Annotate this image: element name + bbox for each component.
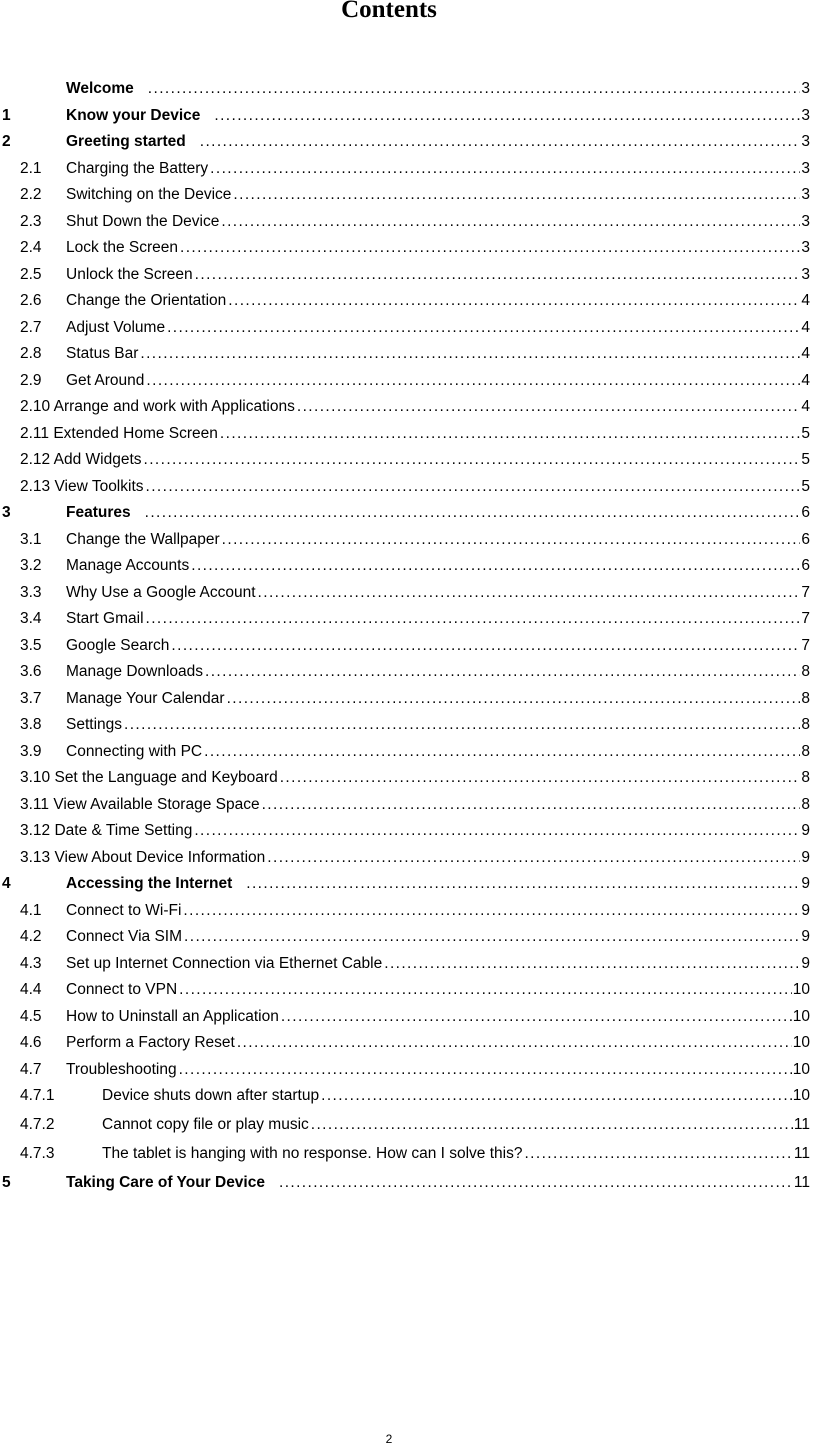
toc-entry-title: Status Bar — [66, 345, 139, 362]
dot-leader — [237, 1030, 792, 1057]
toc-entry[interactable] — [0, 606, 819, 633]
toc-entry-number: 3.12 — [20, 822, 51, 839]
toc-entry-title: View Available Storage Space — [49, 795, 260, 813]
toc-entry-title: How to Uninstall an Application — [66, 1007, 279, 1025]
toc-entry-number: 4 — [2, 875, 11, 892]
toc-entry-page: 8 — [801, 795, 810, 813]
toc-entry-page: 7 — [801, 583, 810, 601]
toc-entry[interactable] — [0, 527, 819, 554]
toc-entry-page: 9 — [801, 901, 810, 919]
toc-entry-title: View Toolkits — [50, 477, 144, 495]
toc-entry[interactable] — [0, 924, 819, 951]
toc-entry-number: 3.11 — [20, 795, 50, 813]
toc-entry-page: 8 — [801, 742, 810, 760]
toc-entry-number: 3.5 — [20, 636, 42, 654]
toc-entry-number: 3.9 — [20, 742, 42, 760]
dot-leader — [179, 1057, 792, 1084]
dot-leader — [180, 235, 800, 262]
toc-entry-number: 3.3 — [20, 583, 42, 601]
toc-entry-title: Connecting with PC — [66, 742, 203, 760]
dot-leader — [227, 686, 801, 713]
dot-leader — [145, 500, 801, 527]
toc-entry[interactable] — [0, 1141, 819, 1170]
toc-entry-title: View About Device Information — [50, 848, 266, 866]
toc-entry-page: 3 — [801, 186, 810, 203]
toc-entry-title: Features — [66, 504, 131, 521]
toc-entry[interactable] — [0, 182, 819, 209]
toc-entry[interactable] — [0, 368, 819, 395]
toc-entry-number: 3.7 — [20, 689, 42, 707]
toc-entry[interactable] — [0, 474, 819, 501]
toc-entry-page: 8 — [801, 689, 810, 707]
toc-entry-number: 4.5 — [20, 1007, 42, 1025]
toc-entry-page: 3 — [801, 212, 810, 230]
toc-entry[interactable] — [0, 951, 819, 978]
dot-leader — [267, 845, 800, 872]
toc-entry-number: 3.6 — [20, 663, 42, 680]
toc-entry[interactable] — [0, 686, 819, 713]
toc-entry-page: 8 — [801, 663, 810, 680]
table-of-contents — [0, 76, 819, 1197]
dot-leader — [200, 129, 801, 156]
toc-entry-page: 9 — [801, 954, 810, 972]
toc-entry-number: 2.11 — [20, 424, 50, 442]
toc-entry-page: 3 — [801, 80, 810, 97]
dot-leader — [297, 394, 801, 421]
toc-entry-page: 3 — [801, 133, 810, 150]
dot-leader — [195, 262, 801, 289]
toc-entry[interactable] — [0, 818, 819, 845]
toc-entry[interactable] — [0, 898, 819, 925]
dot-leader — [233, 182, 800, 209]
toc-entry[interactable] — [0, 288, 819, 315]
toc-entry[interactable] — [0, 1170, 819, 1197]
toc-entry-title: Set up Internet Connection via Ethernet Cable — [66, 954, 383, 972]
toc-entry-number: 2.5 — [20, 265, 42, 283]
toc-entry[interactable] — [0, 1112, 819, 1141]
dot-leader — [220, 421, 800, 448]
toc-entry-number: 2.6 — [20, 292, 42, 309]
toc-entry-page: 11 — [793, 1145, 810, 1162]
toc-entry-page: 4 — [801, 371, 810, 389]
dot-leader — [171, 633, 800, 660]
toc-entry[interactable] — [0, 209, 819, 236]
dot-leader — [210, 156, 800, 183]
toc-entry[interactable] — [0, 341, 819, 368]
toc-entry-title: The tablet is hanging with no response. How can I solve this? — [102, 1145, 523, 1162]
dot-leader — [179, 977, 792, 1004]
dot-leader — [183, 898, 800, 925]
dot-leader — [258, 580, 801, 607]
dot-leader — [146, 368, 800, 395]
toc-entry-number: 4.3 — [20, 954, 42, 972]
toc-entry-title: Greeting started — [66, 133, 186, 150]
toc-entry[interactable] — [0, 765, 819, 792]
dot-leader — [144, 447, 801, 474]
toc-entry-title: Manage Downloads — [66, 663, 204, 680]
toc-entry-title: Cannot copy file or play music — [102, 1116, 309, 1133]
toc-entry-page: 3 — [801, 239, 810, 256]
toc-entry-title: Connect Via SIM — [66, 928, 183, 945]
dot-leader — [124, 712, 800, 739]
toc-entry-number: 2.12 — [20, 451, 51, 468]
toc-entry-title: Connect to VPN — [66, 981, 178, 998]
dot-leader — [311, 1112, 793, 1139]
toc-entry-page: 7 — [801, 636, 810, 654]
toc-entry-title: Manage Your Calendar — [66, 689, 225, 707]
toc-entry-page: 5 — [801, 451, 810, 468]
dot-leader — [281, 1004, 792, 1031]
toc-entry[interactable] — [0, 394, 819, 421]
toc-entry-title: Perform a Factory Reset — [66, 1034, 235, 1051]
toc-entry-number: 2.4 — [20, 239, 42, 256]
toc-entry-page: 4 — [801, 398, 810, 415]
toc-entry-page: 8 — [801, 716, 810, 733]
toc-entry-page: 10 — [792, 1087, 810, 1104]
toc-entry[interactable] — [0, 977, 819, 1004]
toc-entry-page: 6 — [801, 557, 810, 574]
toc-entry[interactable] — [0, 76, 819, 103]
dot-leader — [228, 288, 800, 315]
toc-entry-number: 2.8 — [20, 345, 42, 362]
toc-entry-page: 5 — [801, 424, 810, 442]
dot-leader — [524, 1141, 792, 1168]
toc-entry-page: 6 — [801, 504, 810, 521]
toc-entry-title: Unlock the Screen — [66, 265, 193, 283]
dot-leader — [205, 659, 800, 686]
toc-entry-page: 11 — [793, 1174, 810, 1191]
toc-entry-number: 4.7.2 — [20, 1116, 55, 1133]
toc-entry-page: 9 — [801, 822, 810, 839]
toc-entry-title: Lock the Screen — [66, 239, 179, 256]
toc-entry[interactable] — [0, 421, 819, 448]
dot-leader — [384, 951, 800, 978]
dot-leader — [146, 606, 801, 633]
toc-entry-title: Start Gmail — [66, 610, 144, 627]
page-title: Contents — [341, 0, 437, 23]
toc-entry[interactable] — [0, 580, 819, 607]
toc-entry-page: 6 — [801, 530, 810, 548]
toc-entry-title: Get Around — [66, 371, 145, 389]
toc-entry-page: 3 — [801, 159, 810, 177]
toc-entry-number: 2.2 — [20, 186, 42, 203]
toc-entry-title: Why Use a Google Account — [66, 583, 256, 601]
toc-entry-number: 3 — [2, 504, 11, 521]
toc-entry[interactable] — [0, 553, 819, 580]
toc-entry-page: 3 — [801, 106, 810, 124]
dot-leader — [146, 474, 801, 501]
toc-entry-number: 4.7.1 — [20, 1087, 55, 1104]
toc-entry-title: Change the Wallpaper — [66, 530, 220, 548]
toc-entry-page: 10 — [792, 1007, 810, 1025]
toc-entry[interactable] — [0, 156, 819, 183]
toc-entry-number: 3.13 — [20, 848, 51, 866]
toc-entry[interactable] — [0, 712, 819, 739]
toc-entry[interactable] — [0, 315, 819, 342]
toc-entry-number: 3.4 — [20, 610, 42, 627]
toc-entry-title: Google Search — [66, 636, 170, 654]
toc-entry-page: 10 — [792, 1060, 810, 1078]
toc-entry-number: 4.7.3 — [20, 1145, 55, 1162]
toc-entry-number: 2.1 — [20, 159, 42, 177]
toc-entry[interactable] — [0, 1004, 819, 1031]
dot-leader — [214, 103, 800, 130]
toc-entry[interactable] — [0, 739, 819, 766]
toc-entry-page: 7 — [801, 610, 810, 627]
toc-entry[interactable] — [0, 235, 819, 262]
toc-entry[interactable] — [0, 792, 819, 819]
toc-entry[interactable] — [0, 659, 819, 686]
toc-entry-page: 10 — [792, 981, 810, 998]
toc-entry-title: Set the Language and Keyboard — [50, 769, 278, 786]
toc-entry-page: 9 — [801, 928, 810, 945]
toc-entry-title: Welcome — [66, 80, 134, 97]
dot-leader — [280, 765, 801, 792]
dot-leader — [140, 341, 800, 368]
toc-entry-title: Know your Device — [66, 106, 201, 124]
toc-entry[interactable] — [0, 447, 819, 474]
dot-leader — [148, 76, 801, 103]
toc-entry-title: Adjust Volume — [66, 318, 166, 336]
dot-leader — [194, 818, 800, 845]
toc-entry[interactable] — [0, 262, 819, 289]
toc-entry-number: 1 — [2, 106, 11, 124]
toc-entry[interactable] — [0, 633, 819, 660]
toc-entry[interactable] — [0, 129, 819, 156]
toc-entry[interactable] — [0, 845, 819, 872]
dot-leader — [184, 924, 800, 951]
toc-entry-title: Device shuts down after startup — [102, 1087, 320, 1104]
toc-entry-title: Connect to Wi-Fi — [66, 901, 182, 919]
toc-entry-title: Change the Orientation — [66, 292, 227, 309]
toc-entry-page: 4 — [801, 318, 810, 336]
toc-entry-number: 4.6 — [20, 1034, 42, 1051]
toc-entry-page: 5 — [801, 477, 810, 495]
toc-entry-number: 5 — [2, 1174, 11, 1191]
toc-entry-page: 9 — [801, 875, 810, 892]
toc-entry[interactable] — [0, 103, 819, 130]
toc-entry-title: Accessing the Internet — [66, 875, 233, 892]
toc-entry-number: 4.1 — [20, 901, 42, 919]
toc-entry-page: 4 — [801, 292, 810, 309]
dot-leader — [222, 527, 801, 554]
toc-entry-number: 2 — [2, 133, 11, 150]
toc-entry-title: Switching on the Device — [66, 186, 232, 203]
dot-leader — [167, 315, 800, 342]
toc-entry[interactable] — [0, 1030, 819, 1057]
toc-entry-title: Troubleshooting — [66, 1060, 177, 1078]
toc-entry-title: Extended Home Screen — [49, 424, 218, 442]
toc-entry-page: 4 — [801, 345, 810, 362]
dot-leader — [191, 553, 800, 580]
toc-entry[interactable] — [0, 871, 819, 898]
toc-entry-page: 3 — [801, 265, 810, 283]
toc-entry-page: 10 — [792, 1034, 810, 1051]
toc-entry-number: 3.1 — [20, 530, 42, 548]
toc-entry-title: Charging the Battery — [66, 159, 209, 177]
dot-leader — [204, 739, 800, 766]
toc-entry-number: 3.8 — [20, 716, 42, 733]
toc-entry-number: 4.4 — [20, 981, 42, 998]
dot-leader — [279, 1170, 793, 1197]
dot-leader — [221, 209, 800, 236]
toc-entry-number: 3.2 — [20, 557, 42, 574]
toc-entry-number: 3.10 — [20, 769, 51, 786]
dot-leader — [246, 871, 800, 898]
toc-entry-page: 8 — [801, 769, 810, 786]
toc-entry-title: Arrange and work with Applications — [50, 398, 295, 415]
toc-entry-number: 2.3 — [20, 212, 42, 230]
toc-entry-number: 4.2 — [20, 928, 42, 945]
page-number: 2 — [385, 1432, 393, 1446]
toc-entry-title: Shut Down the Device — [66, 212, 220, 230]
toc-entry-page: 11 — [793, 1116, 810, 1133]
toc-entry[interactable] — [0, 500, 819, 527]
toc-entry-page: 9 — [801, 848, 810, 866]
toc-entry-number: 4.7 — [20, 1060, 42, 1078]
dot-leader — [262, 792, 801, 819]
toc-entry-title: Date & Time Setting — [50, 822, 193, 839]
toc-entry-number: 2.7 — [20, 318, 42, 336]
toc-entry-number: 2.10 — [20, 398, 51, 415]
toc-entry-title: Settings — [66, 716, 123, 733]
dot-leader — [321, 1083, 792, 1110]
toc-entry-number: 2.9 — [20, 371, 42, 389]
toc-entry-title: Taking Care of Your Device — [66, 1174, 265, 1191]
toc-entry-number: 2.13 — [20, 477, 51, 495]
toc-entry[interactable] — [0, 1057, 819, 1084]
toc-entry-title: Add Widgets — [50, 451, 142, 468]
toc-entry[interactable] — [0, 1083, 819, 1112]
toc-entry-title: Manage Accounts — [66, 557, 190, 574]
